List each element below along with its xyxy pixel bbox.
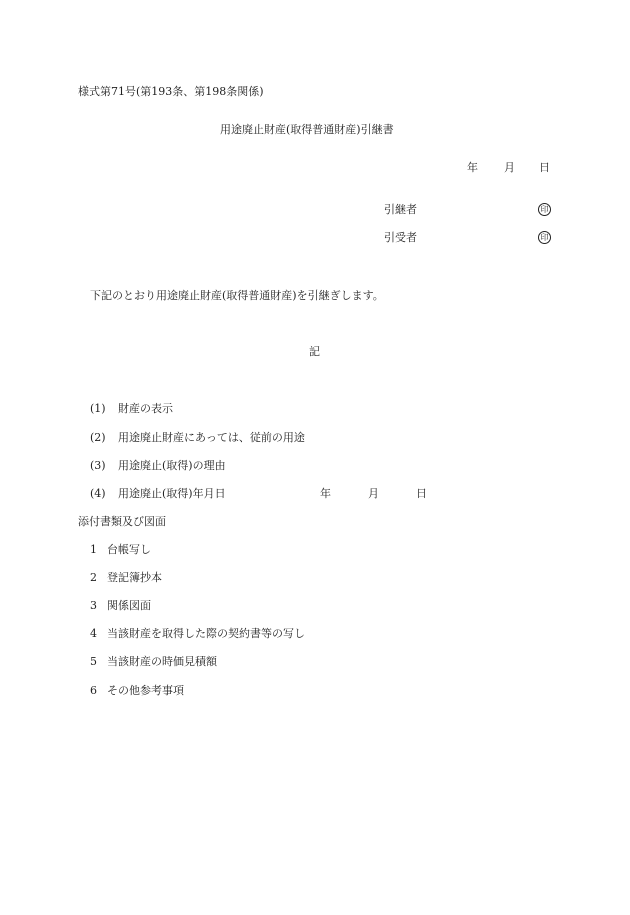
transferee-label: 引受者	[384, 231, 417, 244]
transferor-seal: 印	[538, 203, 551, 216]
transferor-label: 引継者	[384, 203, 417, 216]
attachment-text: 当該財産を取得した際の契約書等の写し	[107, 627, 305, 640]
date-day: 日	[539, 161, 550, 174]
item-text: 用途廃止(取得)の理由	[118, 459, 226, 472]
attachment-number: 3	[90, 599, 97, 612]
item-number: (2)	[90, 431, 106, 444]
form-label: 様式第71号(第193条、第198条関係)	[78, 85, 264, 98]
item-day: 日	[416, 487, 427, 500]
transferee-seal: 印	[538, 231, 551, 244]
date-month: 月	[504, 161, 515, 174]
item-number: (4)	[90, 487, 106, 500]
attachment-number: 1	[90, 543, 97, 556]
item-text: 用途廃止財産にあっては、従前の用途	[118, 431, 305, 444]
item-text: 財産の表示	[118, 402, 173, 415]
intro-text: 下記のとおり用途廃止財産(取得普通財産)を引継ぎします。	[90, 289, 384, 302]
item-text: 用途廃止(取得)年月日	[118, 487, 226, 500]
attachment-number: 5	[90, 655, 97, 668]
attachment-text: その他参考事項	[107, 684, 184, 697]
item-month: 月	[368, 487, 379, 500]
attachment-text: 登記簿抄本	[107, 571, 162, 584]
attachment-number: 2	[90, 571, 97, 584]
date-year: 年	[467, 161, 478, 174]
attachment-text: 当該財産の時価見積額	[107, 655, 217, 668]
item-number: (1)	[90, 402, 106, 415]
attachment-text: 台帳写し	[107, 543, 151, 556]
attachment-number: 4	[90, 627, 97, 640]
document-title: 用途廃止財産(取得普通財産)引継書	[220, 123, 394, 136]
attachment-text: 関係図面	[107, 599, 151, 612]
ki-heading: 記	[309, 345, 320, 358]
attachment-number: 6	[90, 684, 97, 697]
item-year: 年	[320, 487, 331, 500]
attachments-heading: 添付書類及び図面	[78, 515, 166, 528]
item-number: (3)	[90, 459, 106, 472]
